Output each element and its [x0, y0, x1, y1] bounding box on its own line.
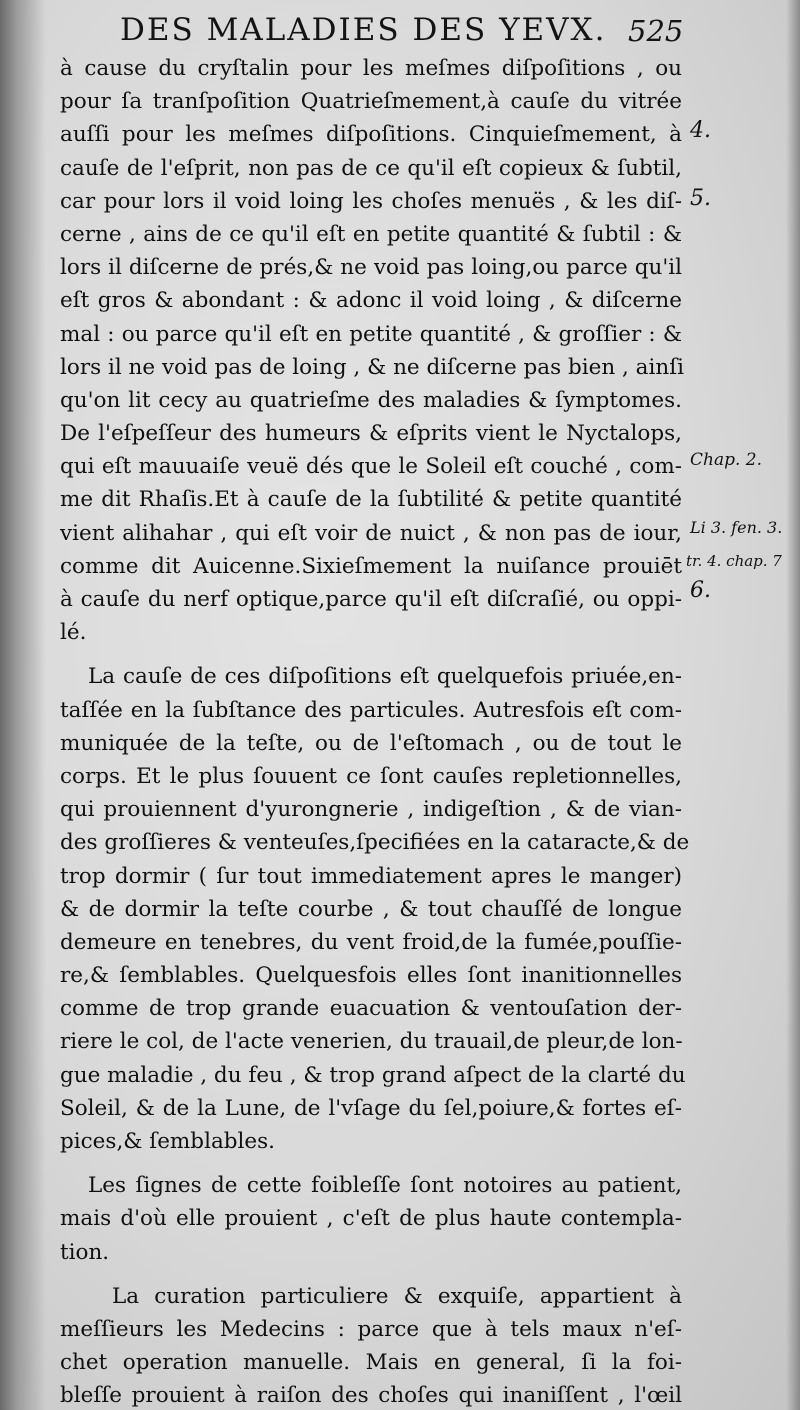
text-line: eſt gros & abondant : & adonc il void loing , & diſcerne	[60, 288, 682, 314]
text-line: trop dormir ( ſur tout immediatement apres le manger)	[60, 863, 682, 889]
text-line: auſſi pour les meſmes diſpoſitions. Cinquieſmement, à	[60, 122, 682, 148]
text-line: cauſe de l'eſprit, non pas de ce qu'il eſt copieux & ſubtil,	[60, 155, 682, 181]
text-line: lé.	[60, 620, 87, 646]
margin-note: tr. 4. chap. 7	[686, 552, 782, 570]
text-line: Les ſignes de cette foibleſſe ſont notoires au patient,	[88, 1173, 682, 1199]
text-line: gue maladie , du feu , & trop grand aſpect de la clarté du	[60, 1062, 686, 1088]
text-line: meſſieurs les Medecins : parce que à tels maux n'eſ-	[60, 1316, 682, 1342]
text-line: me dit Rhaſis.Et à cauſe de la ſubtilité & petite quantité	[60, 487, 682, 513]
paragraph-gap	[60, 649, 682, 660]
text-line: La curation particuliere & exquiſe, appartient à	[112, 1283, 682, 1309]
text-line: re,& ſemblables. Quelquesfois elles ſont inanitionnelles	[60, 963, 682, 989]
text-line: comme de trop grande euacuation & ventouſation der-	[60, 996, 682, 1022]
text-line: qu'on lit cecy au quatrieſme des maladies & ſymptomes.	[60, 387, 682, 413]
gutter-shadow	[0, 0, 46, 1410]
text-line: corps. Et le plus ſouuent ce ſont cauſes repletionnelles,	[60, 763, 682, 789]
text-line: demeure en tenebres, du vent froid,de la fumée,pouſſie-	[60, 929, 682, 955]
margin-note: 5.	[690, 186, 711, 211]
text-line: car pour lors il void loing les choſes menuës , & les diſ-	[60, 188, 682, 214]
text-line: mal : ou parce qu'il eſt en petite quantité , & groſſier : &	[60, 321, 682, 347]
text-line: chet operation manuelle. Mais en general, ſi la foi-	[60, 1350, 682, 1376]
text-line: des groſſieres & venteuſes,ſpecifiées en la cataracte,& de	[60, 830, 690, 856]
text-line: taſſée en la ſubſtance des particules. Autresfois eſt com-	[60, 697, 682, 723]
text-line: riere le col, de l'acte venerien, du trauail,de pleur,de lon-	[60, 1029, 683, 1055]
text-line: qui eſt mauuaiſe veuë dés que le Soleil eſt couché , com-	[60, 454, 682, 480]
text-line: qui prouiennent d'yurongnerie , indigeſtion , & de vian-	[60, 797, 682, 823]
text-line: comme dit Auicenne.Sixieſmement la nuiſance prouiēt	[60, 553, 682, 579]
page-number: 525	[628, 14, 684, 48]
text-line: Soleil, & de la Lune, de l'vſage du ſel,poiure,& fortes eſ-	[60, 1095, 682, 1121]
text-line: De l'eſpeſſeur des humeurs & eſprits vient le Nyctalops,	[60, 421, 682, 447]
text-line: vient alihahar , qui eſt voir de nuict , & non pas de iour,	[60, 520, 682, 546]
running-title: DES MALADIES DES YEVX.	[120, 12, 607, 48]
text-line: à cauſe du nerf optique,parce qu'il eſt diſcraſié, ou oppi-	[60, 587, 682, 612]
margin-note: Chap. 2.	[690, 450, 763, 470]
margin-note: Li 3. fen. 3.	[690, 518, 783, 537]
text-line: bleſſe prouient à raiſon des choſes qui inaniſſent , l'œil	[60, 1383, 682, 1409]
margin-note: 6.	[690, 578, 711, 603]
text-line: lors il diſcerne de prés,& ne void pas loing,ou parce qu'il	[60, 255, 682, 281]
text-line: mais d'où elle prouient , c'eſt de plus haute contempla-	[60, 1206, 682, 1232]
page-edge-shadow	[786, 0, 800, 1410]
margin-note: 4.	[690, 118, 711, 143]
text-line: & de dormir la teſte courbe , & tout chauſſé de longue	[60, 896, 682, 922]
text-line: muniquée de la teſte, ou de l'eſtomach , ou de tout le	[60, 730, 682, 756]
text-line: pour ſa tranſpoſition Quatrieſmement,à cauſe du vitrée	[60, 89, 682, 115]
text-line: cerne , ains de ce qu'il eſt en petite quantité & ſubtil : &	[60, 221, 682, 247]
text-line: pices,& ſemblables.	[60, 1129, 275, 1154]
text-line: à cause du cryſtalin pour les meſmes diſpoſitions , ou	[60, 56, 682, 81]
body-text	[60, 52, 690, 1410]
text-line: La cauſe de ces diſpoſitions eſt quelquefois priuée,en-	[88, 664, 682, 690]
paragraph-gap	[60, 1158, 682, 1169]
paragraph-gap	[60, 1269, 682, 1280]
text-line: lors il ne void pas de loing , & ne diſcerne pas bien , ainſi	[60, 354, 685, 380]
text-line: tion.	[60, 1239, 110, 1265]
